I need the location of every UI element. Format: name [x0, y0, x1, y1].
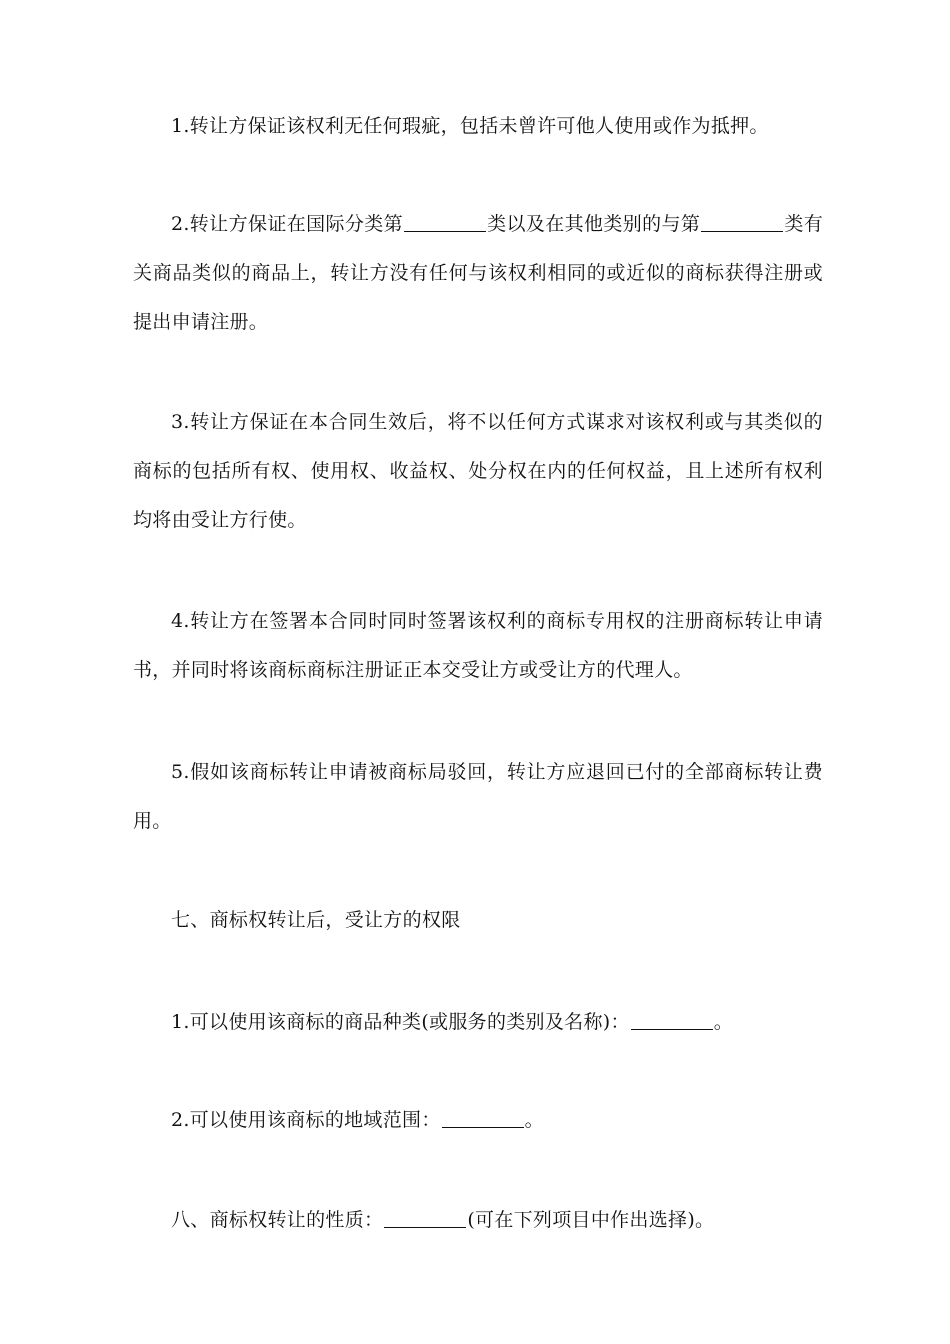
class-number-blank	[404, 230, 486, 232]
section-8-note: (可在下列项目中作出选择)。	[467, 1209, 715, 1231]
right-1-text: 1.可以使用该商标的商品种类(或服务的类别及名称)：	[171, 1011, 630, 1033]
warranty-clause-4: 4.转让方在签署本合同时同时签署该权利的商标专用权的注册商标转让申请书，并同时将该商标商标注册证正本交受让方或受让方的代理人。	[133, 610, 823, 681]
warranty-clause-2	[133, 200, 823, 347]
clause-2-text-c: 类有关商品类似的商品上，转让方没有任何与该权利相同的或近似的商标获得注册或提出申请注册。	[133, 213, 823, 333]
clause-2-text-a: 2.转让方保证在国际分类第	[171, 213, 403, 235]
right-2-period: 。	[524, 1109, 544, 1131]
transferee-right-1	[133, 998, 823, 1047]
warranty-clause-1: 1.转让方保证该权利无任何瑕疵，包括未曾许可他人使用或作为抵押。	[171, 115, 769, 137]
right-1-period: 。	[713, 1011, 734, 1033]
section-8-heading	[133, 1196, 823, 1245]
goods-category-blank	[631, 1028, 713, 1030]
clause-2-text-b: 类以及在其他类别的与第	[486, 213, 701, 235]
related-class-blank	[701, 230, 783, 232]
right-2-text: 2.可以使用该商标的地域范围：	[171, 1109, 441, 1131]
nature-blank	[384, 1226, 466, 1228]
section-7-heading: 七、商标权转让后，受让方的权限	[171, 909, 461, 931]
territory-blank	[442, 1126, 524, 1128]
warranty-clause-3: 3.转让方保证在本合同生效后，将不以任何方式谋求对该权利或与其类似的商标的包括所有权、使用权、收益权、处分权在内的任何权益，且上述所有权利均将由受让方行使。	[133, 411, 823, 531]
section-8-text: 八、商标权转让的性质：	[171, 1209, 384, 1231]
transferee-right-2	[133, 1096, 823, 1145]
warranty-clause-5: 5.假如该商标转让申请被商标局驳回，转让方应退回已付的全部商标转让费用。	[133, 761, 823, 832]
